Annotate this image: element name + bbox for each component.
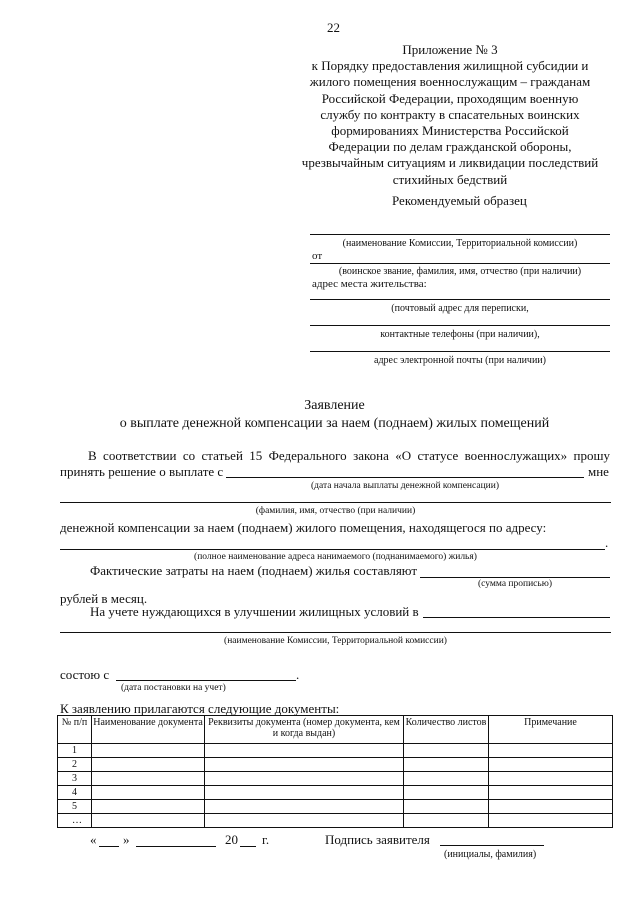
annex-block (290, 42, 610, 188)
registry-text: На учете нуждающихся в улучшении жилищных условий в (90, 604, 419, 619)
decision-text: принять решение о выплате с (60, 464, 224, 479)
row-number: 3 (58, 772, 92, 786)
address-field-line[interactable] (60, 549, 605, 550)
table-cell[interactable] (489, 744, 613, 758)
table-cell[interactable] (489, 786, 613, 800)
postal-caption: (почтовый адрес для переписки, (391, 303, 529, 314)
documents-table (57, 715, 613, 828)
table-cell[interactable] (205, 772, 404, 786)
row-number: 4 (58, 786, 92, 800)
person-field-line[interactable] (310, 263, 610, 264)
to-me-text: мне (588, 464, 609, 479)
row-number: 2 (58, 758, 92, 772)
sum-field-line[interactable] (420, 577, 610, 578)
table-cell[interactable] (205, 800, 404, 814)
quote-open: « (90, 832, 97, 847)
table-row (58, 786, 613, 800)
table-row (58, 744, 613, 758)
table-cell[interactable] (92, 772, 205, 786)
commission-field-line[interactable] (310, 234, 610, 235)
annex-line: Федерации по делам гражданской обороны, (328, 139, 572, 155)
per-month-text: рублей в месяц. (60, 591, 148, 606)
table-cell[interactable] (404, 772, 489, 786)
row-number: 1 (58, 744, 92, 758)
phones-field-line[interactable] (310, 325, 610, 326)
registry-commission-line[interactable] (423, 617, 610, 618)
day-field-line[interactable] (99, 846, 119, 847)
postal-field-line[interactable] (310, 299, 610, 300)
fio-caption: (фамилия, имя, отчество (при наличии) (255, 506, 416, 516)
table-row (58, 800, 613, 814)
col-header-number: № п/п (58, 716, 92, 744)
table-cell[interactable] (92, 814, 205, 828)
start-date-field-line[interactable] (226, 477, 584, 478)
table-row (58, 772, 613, 786)
table-cell[interactable] (489, 800, 613, 814)
annex-line: формированиях Министерства Российской (331, 123, 569, 139)
full-address-caption: (полное наименование адреса нанимаемого (поднанимаемого) жилья) (194, 552, 477, 562)
table-header-row (58, 716, 613, 744)
from-label: от (312, 250, 323, 262)
address-label: адрес места жительства: (312, 278, 427, 290)
expenses-text: Фактические затраты на наем (поднаем) жилья составляют (90, 563, 418, 578)
registry-commission-line-2[interactable] (60, 632, 611, 633)
table-row (58, 758, 613, 772)
col-header-name: Наименование документа (92, 716, 205, 744)
col-header-sheets: Количество листов (404, 716, 489, 744)
annex-line: к Порядку предоставления жилищной субсидии и (311, 58, 589, 74)
start-date-caption: (дата начала выплаты денежной компенсации) (310, 481, 499, 491)
signature-label: Подпись заявителя (325, 832, 430, 847)
annex-line: чрезвычайным ситуациям и ликвидации последствий (301, 155, 599, 171)
sum-caption: (сумма прописью) (478, 579, 552, 589)
annex-line: жилого помещения военнослужащим – гражданам (309, 74, 591, 90)
annex-title: Приложение № 3 (402, 42, 498, 57)
table-cell[interactable] (92, 758, 205, 772)
table-cell[interactable] (205, 744, 404, 758)
statute-text: В соответствии со статьей 15 Федерального закона «О статусе военнослужащих» прошу (88, 448, 610, 463)
table-cell[interactable] (205, 758, 404, 772)
consist-dot: . (296, 667, 300, 682)
annex-line: Российской Федерации, проходящим военную (321, 90, 579, 106)
table-cell[interactable] (404, 744, 489, 758)
year-field-line[interactable] (240, 846, 256, 847)
table-cell[interactable] (404, 786, 489, 800)
table-cell[interactable] (489, 758, 613, 772)
commission-caption-2: (наименование Комиссии, Территориальной комиссии) (224, 636, 447, 646)
signature-field-line[interactable] (440, 845, 544, 846)
month-field-line[interactable] (136, 846, 216, 847)
page-number: 22 (327, 20, 340, 35)
col-header-details: Реквизиты документа (номер документа, кем и когда выдан) (205, 716, 404, 744)
row-number: 5 (58, 800, 92, 814)
person-caption: (воинское звание, фамилия, имя, отчество (при наличии) (338, 266, 582, 277)
table-cell[interactable] (92, 786, 205, 800)
annex-line: службу по контракту в спасательных воинских (320, 106, 580, 122)
table-cell[interactable] (205, 814, 404, 828)
sample-label: Рекомендуемый образец (392, 193, 527, 208)
table-cell[interactable] (404, 758, 489, 772)
registry-date-caption: (дата постановки на учет) (121, 683, 226, 693)
consist-from-text: состою с (60, 667, 110, 682)
table-cell[interactable] (92, 744, 205, 758)
commission-caption: (наименование Комиссии, Территориальной комиссии) (342, 238, 578, 249)
table-cell[interactable] (404, 814, 489, 828)
compensation-text: денежной компенсации за наем (поднаем) жилого помещения, находящегося по адресу: (60, 520, 547, 535)
quote-close: » (123, 832, 130, 847)
phones-caption: контактные телефоны (при наличии), (380, 329, 540, 340)
table-cell[interactable] (489, 772, 613, 786)
year-prefix: 20 (225, 832, 238, 847)
col-header-note: Примечание (489, 716, 613, 744)
annex-line: стихийных бедствий (392, 171, 508, 187)
table-cell[interactable] (404, 800, 489, 814)
document-subtitle: о выплате денежной компенсации за наем (поднаем) жилых помещений (119, 416, 550, 431)
attached-text: К заявлению прилагаются следующие документы: (60, 701, 340, 716)
row-number: … (58, 814, 92, 828)
initials-caption: (инициалы, фамилия) (444, 849, 537, 860)
table-cell[interactable] (205, 786, 404, 800)
address-dot: . (605, 535, 609, 550)
year-suffix: г. (262, 832, 270, 847)
fio-field-line[interactable] (60, 502, 611, 503)
table-cell[interactable] (489, 814, 613, 828)
email-caption: адрес электронной почты (при наличии) (374, 355, 546, 366)
email-field-line[interactable] (310, 351, 610, 352)
registry-date-field-line[interactable] (116, 680, 296, 681)
document-title: Заявление (304, 398, 365, 413)
table-cell[interactable] (92, 800, 205, 814)
table-row (58, 814, 613, 828)
